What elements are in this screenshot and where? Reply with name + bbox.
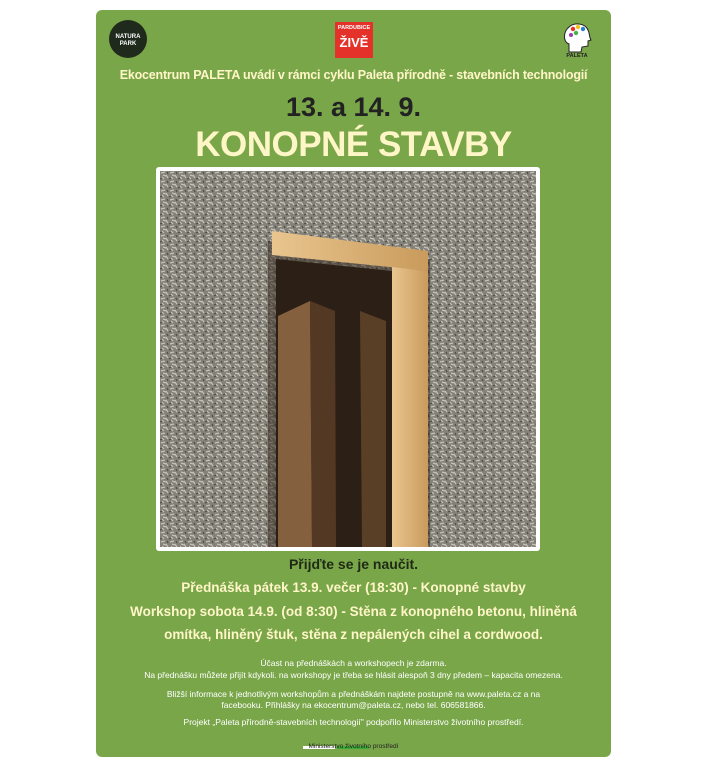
info-note-line1: Bližší informace k jednotlivým workshopům a přednáškám najdete postupně na www.paleta.cz a na: [166, 689, 541, 699]
project-note: Projekt „Paleta přírodně-stavebních technologií" podpořilo Ministerstvo životního prostředí.: [183, 717, 524, 727]
call-to-action: Přijďte se je naučit.: [288, 556, 419, 572]
paleta-logo-label: PALETA: [566, 53, 588, 59]
lecture-info: Přednáška pátek 13.9. večer (18:30) - Konopné stavby: [181, 580, 526, 595]
ministry-logo-bar: [303, 736, 403, 739]
natura-park-logo: [109, 20, 147, 58]
natura-park-line2: PARK: [119, 41, 137, 47]
hemp-wall-doorway-photo-icon: [160, 171, 536, 547]
signup-note: Na přednášku můžete přijít kdykoli. na workshopy je třeba se hlásit alespoň 3 dny předem – kapacita omezena.: [144, 670, 563, 680]
pardubice-zive-logo: [335, 22, 373, 58]
event-poster: [96, 10, 611, 757]
event-date: 13. a 14. 9.: [285, 92, 422, 122]
zive-label: ŽIVĚ: [339, 35, 369, 50]
workshop-info-line2: omítka, hliněný štuk, stěna z nepálených cihel a cordwood.: [164, 627, 543, 642]
doorway-photo-frame: [156, 167, 540, 551]
intro-text: Ekocentrum PALETA uvádí v rámci cyklu Paleta přírodně - stavebních technologií: [119, 68, 588, 82]
info-note-line2: facebooku. Přihlášky na ekocentrum@paleta.cz, nebo tel. 606581866.: [221, 700, 486, 710]
natura-park-line1: NATURA: [115, 34, 141, 40]
free-attendance-note: Účast na přednáškách a workshopech je zdarma.: [260, 658, 447, 668]
workshop-info-line1: Workshop sobota 14.9. (od 8:30) - Stěna z konopného betonu, hliněná: [130, 604, 577, 619]
paleta-head-icon: [559, 20, 595, 54]
ministry-label: Ministerstvo životního prostředí: [308, 743, 399, 750]
pardubice-label: PARDUBICE: [337, 25, 371, 31]
event-title: KONOPNÉ STAVBY: [195, 125, 512, 164]
paleta-logo: [559, 20, 595, 60]
